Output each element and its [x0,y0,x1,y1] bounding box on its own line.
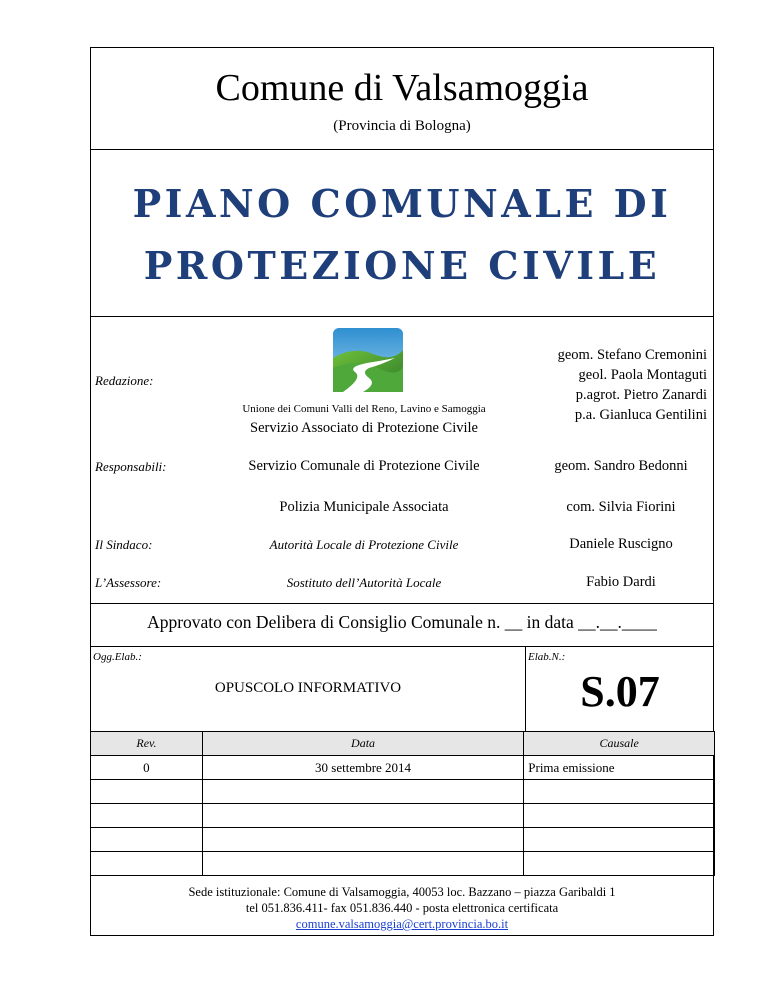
table-row [91,852,715,876]
province-subtitle: (Provincia di Bologna) [333,118,471,134]
divider [91,603,713,604]
divider [91,646,713,647]
responsabile-person: geom. Sandro Bedonni [554,458,688,474]
authors-list [558,345,707,425]
author: p.a. Gianluca Gentilini [574,407,707,423]
table-row [91,804,715,828]
plan-title-line1: PIANO COMUNALE DI [132,181,672,226]
data-cell: 30 settembre 2014 [202,756,523,780]
approval-line: Approvato con Delibera di Consiglio Comunale n. __ in data __.__.____ [147,612,657,632]
table-row [91,780,715,804]
divider [91,149,713,150]
author: geol. Paola Montaguti [578,367,707,383]
union-service: Servizio Associato di Protezione Civile [250,420,478,436]
union-name: Unione dei Comuni Valli del Reno, Lavino e Samoggia [242,403,486,415]
plan-title-line2: PROTEZIONE CIVILE [143,243,661,288]
responsabile-person: com. Silvia Fiorini [566,499,676,515]
author: p.agrot. Pietro Zanardi [575,387,707,403]
elaborato-number: S.07 [580,667,660,716]
responsabili-label: Responsabili: [95,459,167,474]
sindaco-label: Il Sindaco: [95,537,153,552]
redazione-label: Redazione: [95,373,154,388]
responsabile-office: Polizia Municipale Associata [279,499,449,515]
sindaco-role: Autorità Locale di Protezione Civile [269,537,459,552]
footer-email-link[interactable]: comune.valsamoggia@cert.provincia.bo.it [295,917,509,931]
header-data: Data [202,732,523,756]
header-causale: Causale [524,732,715,756]
causale-cell: Prima emissione [524,756,715,780]
divider [91,316,713,317]
responsabile-office: Servizio Comunale di Protezione Civile [248,458,480,474]
assessore-label: L’Assessore: [95,575,162,590]
ogg-label: Ogg.Elab.: [93,651,142,663]
assessore-person: Fabio Dardi [586,574,656,590]
footer-contacts: tel 051.836.411- fax 051.836.440 - posta elettronica certificata [245,901,559,915]
table-row [91,756,715,780]
ogg-value: OPUSCOLO INFORMATIVO [214,680,402,696]
rev-cell: 0 [91,756,203,780]
assessore-role: Sostituto dell’Autorità Locale [286,575,442,590]
author: geom. Stefano Cremonini [557,347,707,363]
header-rev: Rev. [91,732,203,756]
revisions-table [90,731,715,876]
sindaco-person: Daniele Ruscigno [569,536,673,552]
document-frame [90,47,714,936]
municipality-title: Comune di Valsamoggia [215,67,589,109]
table-row [91,828,715,852]
union-logo-icon [333,328,403,392]
num-label: Elab.N.: [528,651,566,663]
table-header-row [91,732,715,756]
footer-address: Sede istituzionale: Comune di Valsamoggia, 40053 loc. Bazzano – piazza Garibaldi 1 [188,885,616,899]
footer [91,884,713,932]
